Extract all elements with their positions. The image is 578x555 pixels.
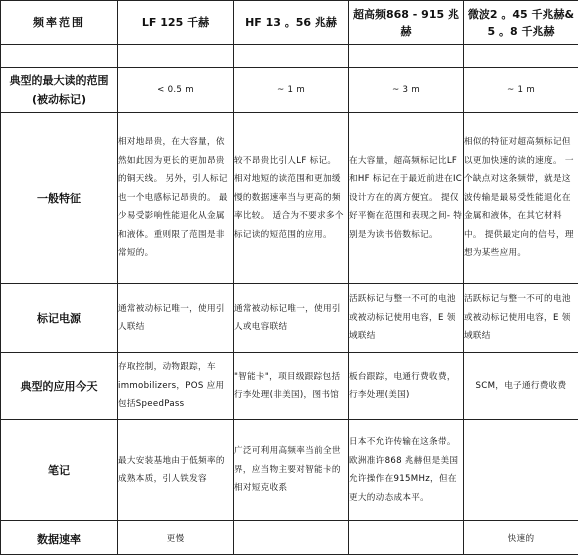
table-cell: < 0.5 m (118, 68, 234, 113)
spacer-row (1, 45, 578, 68)
table-cell: 活跃标记与整一不可的电池或被动标记使用电容，E 领域联结 (464, 284, 578, 353)
table-cell: 相似的特征对超高频标记但以更加快速的读的速度。 一个缺点对这条频带，就是这波传输是最易受性能退化在金属和液体，在其它材料中。 提供最定向的信号，理想为某些应用。 (464, 113, 578, 284)
table-cell (349, 521, 464, 555)
header-microwave: 微波2 。45 千兆赫& 5 。8 千兆赫 (464, 1, 578, 45)
table-cell: 快速的 (464, 521, 578, 555)
table-cell: 在大容量，超高频标记比LF和HF 标记在于最近前进在IC 设计方在的离方便宜。 提仅好平衡在范围和表现之间- 特别是为读书倍数标记。 (349, 113, 464, 284)
row-label-applications: 典型的应用今天 (1, 353, 118, 420)
table-cell (234, 521, 349, 555)
header-row (1, 1, 578, 45)
table-row-notes (1, 420, 578, 521)
table-cell: 活跃标记与整一不可的电池或被动标记使用电容，E 领域联结 (349, 284, 464, 353)
table-row-tag-power (1, 284, 578, 353)
table-cell: ~ 1 m (464, 68, 578, 113)
header-frequency-range: 频率范围 (1, 1, 118, 45)
row-label-tag-power: 标记电源 (1, 284, 118, 353)
table-cell: ~ 1 m (234, 68, 349, 113)
row-label-notes: 笔记 (1, 420, 118, 521)
table-cell: 存取控制，动物跟踪，车immobilizers，POS 应用包括SpeedPass (118, 353, 234, 420)
header-lf: LF 125 千赫 (118, 1, 234, 45)
table-row-features (1, 113, 578, 284)
table-cell: 更慢 (118, 521, 234, 555)
table-cell: 日本不允许传输在这条带。 欧洲准许868 兆赫但是美国允许操作在915MHz，但在更大的动态成本平。 (349, 420, 464, 521)
table-cell: 通常被动标记唯一，使用引人或电容联结 (234, 284, 349, 353)
table-cell: "智能卡"，项目级跟踪包括行李处理(非美国)，图书馆 (234, 353, 349, 420)
table-row-data-rate (1, 521, 578, 555)
header-hf: HF 13 。56 兆赫 (234, 1, 349, 45)
table-cell: 相对地昂贵，在大容量，依然如此因为更长的更加昂贵的铜天线。 另外，引人标记也一个电感标记昂贵的。 最少易受影响性能退化从金属和液体。重则限了范围是非常短的。 (118, 113, 234, 284)
table-row-read-range (1, 68, 578, 113)
table-cell: 通常被动标记唯一，使用引人联结 (118, 284, 234, 353)
table-cell: 板台跟踪，电通行费收费，行李处理(美国) (349, 353, 464, 420)
table-row-applications (1, 353, 578, 420)
row-label-data-rate: 数据速率 (1, 521, 118, 555)
table-cell: 最大安装基地由于低频率的成熟本质，引人铁发容 (118, 420, 234, 521)
table-cell: SCM，电子通行费收费 (464, 353, 578, 420)
table-cell: 较不昂贵比引人LF 标记。 相对地短的读范围和更加缓慢的数据速率当与更高的频率比较。 适合为不要求多个标记读的短范围的应用。 (234, 113, 349, 284)
table-cell: 广泛可利用高频率当前全世界，应当物主要对智能卡的相对短克收系 (234, 420, 349, 521)
table-cell: ~ 3 m (349, 68, 464, 113)
table-cell (464, 420, 578, 521)
header-uhf: 超高频868 - 915 兆赫 (349, 1, 464, 45)
row-label-features: 一般特征 (1, 113, 118, 284)
row-label-read-range: 典型的最大读的范围 (被动标记) (1, 68, 118, 113)
